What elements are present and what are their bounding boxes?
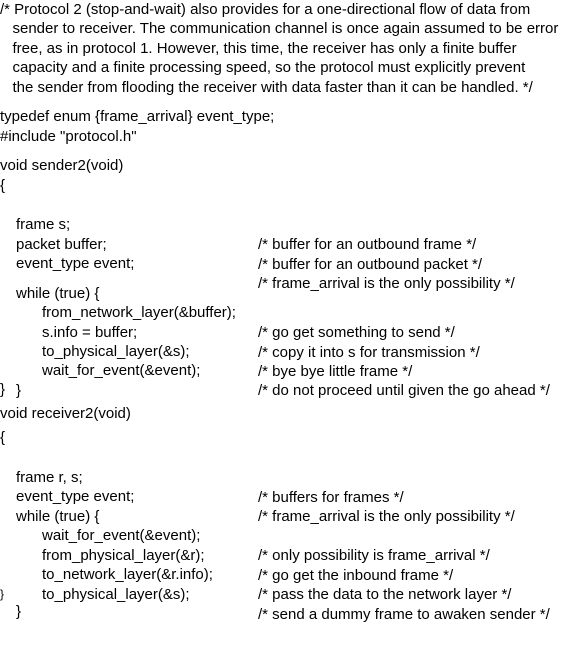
sender-signature: void sender2(void) (0, 157, 124, 174)
code-text: to_network_layer(&r.info); (42, 566, 213, 583)
include-line: #include "protocol.h" (0, 128, 137, 145)
code-text: wait_for_event(&event); (42, 527, 201, 544)
code-comment: /* do not proceed until given the go ahead */ (258, 382, 550, 399)
receiver-signature: void receiver2(void) (0, 405, 131, 422)
code-text: to_physical_layer(&s); (42, 343, 190, 360)
code-text: s.info = buffer; (42, 324, 138, 341)
intro-comment-line: sender to receiver. The communication channel is once again assumed to be error (0, 20, 559, 37)
receiver-close-brace: } (0, 587, 5, 601)
sender-close-brace: } (0, 381, 6, 398)
code-comment: /* frame_arrival is the only possibility */ (258, 275, 515, 292)
code-comment: /* go get something to send */ (258, 324, 455, 341)
code-comment: /* copy it into s for transmission */ (258, 344, 480, 361)
code-text: while (true) { (16, 508, 100, 525)
code-text: to_physical_layer(&s); (42, 586, 190, 603)
sender-loop-header (0, 264, 580, 302)
intro-comment-line: free, as in protocol 1. However, this time, the receiver has only a finite buffer (0, 40, 517, 57)
code-text: from_physical_layer(&r); (42, 547, 205, 564)
code-comment: /* bye bye little frame */ (258, 363, 413, 380)
typedef-line: typedef enum {frame_arrival} event_type; (0, 108, 275, 125)
code-text: wait_for_event(&event); (42, 362, 201, 379)
code-text: from_network_layer(&buffer); (42, 304, 236, 321)
intro-comment-line: the sender from flooding the receiver with data faster than it can be handled. */ (0, 79, 533, 96)
code-text: } (16, 603, 22, 620)
intro-comment-line: capacity and a finite processing speed, so the protocol must explicitly prevent (0, 59, 526, 76)
code-text: } (16, 382, 22, 399)
code-text: while (true) { (16, 285, 100, 302)
code-comment: /* go get the inbound frame */ (258, 567, 454, 584)
code-comment: /* pass the data to the network layer */ (258, 586, 512, 603)
code-comment: /* only possibility is frame_arrival */ (258, 547, 490, 564)
sender-open-brace: { (0, 177, 6, 194)
code-text: packet buffer; (16, 236, 107, 253)
code-comment: /* buffers for frames */ (258, 489, 404, 506)
code-text: frame r, s; (16, 469, 83, 486)
receiver-open-brace: { (0, 429, 6, 446)
code-text: event_type event; (16, 255, 135, 272)
intro-comment-line: /* Protocol 2 (stop-and-wait) also provides for a one-directional flow of data from (0, 1, 531, 18)
code-comment: /* send a dummy frame to awaken sender */ (258, 606, 550, 623)
code-text: event_type event; (16, 488, 135, 505)
code-text: frame s; (16, 216, 71, 233)
code-comment: /* buffer for an outbound packet */ (258, 256, 483, 273)
code-comment: /* frame_arrival is the only possibility */ (258, 508, 515, 525)
code-comment: /* buffer for an outbound frame */ (258, 236, 477, 253)
